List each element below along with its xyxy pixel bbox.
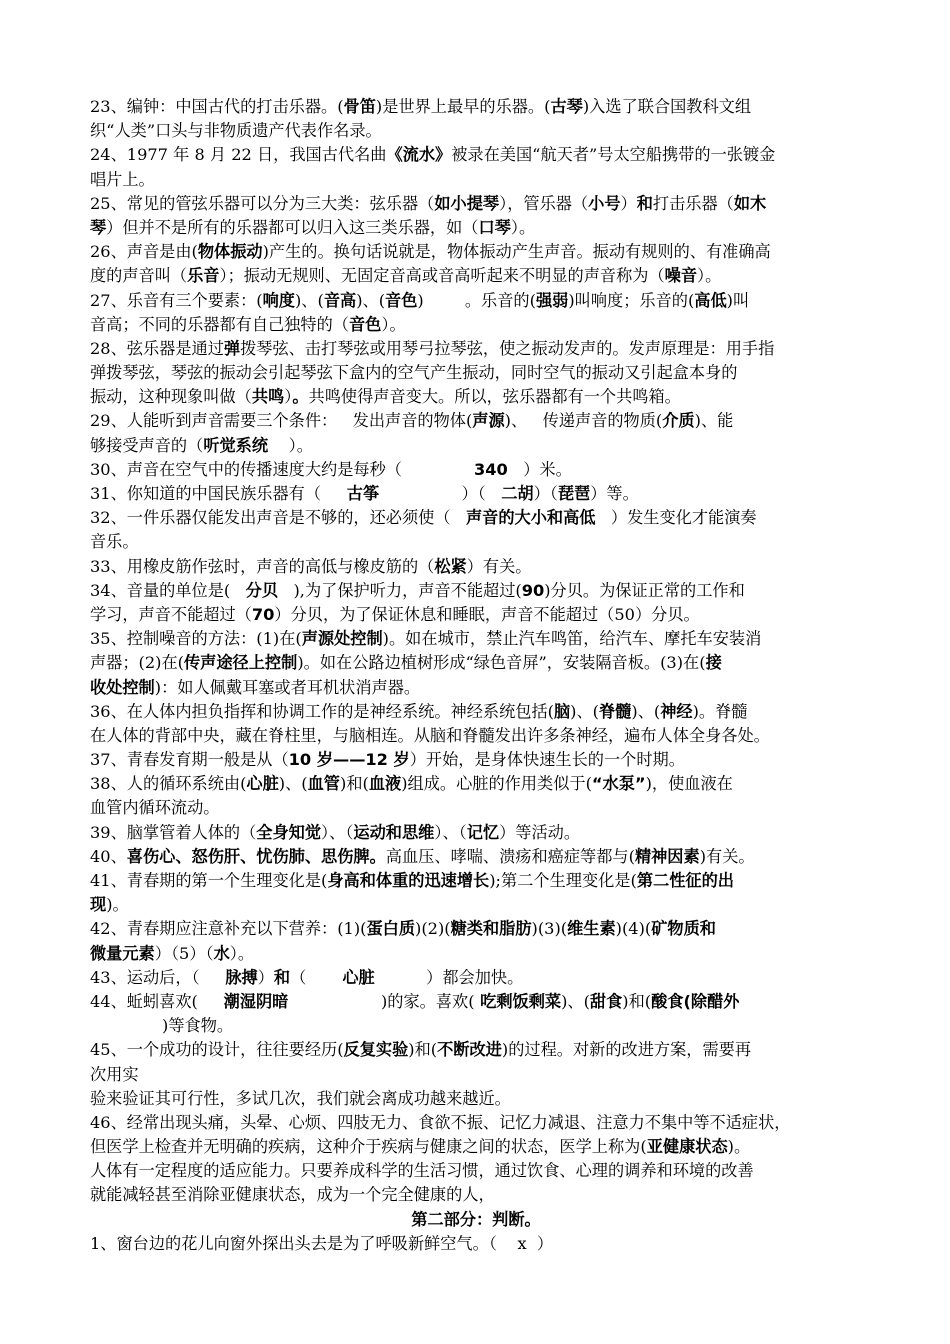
answer-text: 骨笛 [343, 97, 376, 116]
question-text: 45、一个成功的设计，往往要经历( [90, 1040, 344, 1060]
answer-text: 《流水》 [386, 145, 452, 165]
text-line [90, 143, 862, 167]
answer-text: 小号 [588, 193, 621, 213]
text-line [90, 555, 862, 579]
question-text: )分贝。为保证正常的工作和 [544, 580, 745, 600]
text-line [90, 409, 862, 433]
question-text: 43、运动后，（ [90, 967, 226, 987]
question-text: )叫 [726, 290, 750, 310]
answer-text: 收处控制 [90, 677, 155, 697]
answer-text: 分贝 [245, 580, 279, 600]
answer-text: 音色 [349, 314, 382, 334]
document-body [90, 95, 862, 1256]
question-text: 36、在人体内担负指挥和协调工作的是神经系统。神经系统包括( [90, 701, 554, 721]
question-text: )的家。喜欢( [288, 991, 475, 1011]
text-line [90, 1014, 862, 1038]
text-line [90, 845, 862, 869]
question-text: )、( [570, 701, 599, 721]
question-text: ）等活动。 [499, 822, 581, 842]
question-text: )，使血液在 [645, 774, 733, 794]
answer-text: 糖类和脂肪 [450, 919, 532, 939]
question-text: 33、用橡皮筋作弦时，声音的高低与橡皮筋的（ [90, 556, 435, 576]
question-text: )、( [294, 290, 324, 310]
question-text: 学习，声音不能超过（ [90, 604, 252, 624]
answer-text: 不断改进 [437, 1040, 502, 1060]
text-line [90, 192, 862, 216]
question-text: 度的声音叫（ [90, 266, 188, 286]
answer-text: 心脏 [246, 774, 279, 794]
question-text: )产生的。换句话说就是，物体振动产生声音。振动有规则的、有准确高 [262, 242, 771, 262]
question-text: ）分贝，为了保证休息和睡眠，声音不能超过（50）分贝。 [274, 604, 700, 624]
question-text: 人体有一定程度的适应能力。只要养成科学的生活习惯，通过饮食、心理的调养和环境的改善 [90, 1161, 754, 1181]
answer-text: 340 [474, 459, 508, 479]
answer-text: 古琴 [550, 97, 583, 116]
answer-text: 脉搏 [225, 967, 258, 987]
text-line [90, 627, 862, 651]
question-text: ）但并不是所有的乐器都可以归入这三类乐器，如（ [106, 217, 479, 237]
text-line [90, 917, 862, 941]
question-text: ）发生变化才能演奏 [595, 508, 757, 528]
question-text: ） [620, 193, 637, 213]
question-text: )等食物。 [90, 1016, 234, 1036]
answer-text: 高低 [694, 290, 727, 310]
question-text: 验来验证其可行性，多试几次，我们就会离成功越来越近。 [90, 1088, 511, 1108]
answer-text: 现 [90, 895, 107, 915]
question-text: )(3)( [531, 919, 568, 939]
question-text: 血管内循环流动。 [90, 798, 220, 818]
question-text: 1、窗台边的花儿向窗外探出头去是为了呼吸新鲜空气。（ x ） [90, 1233, 554, 1253]
question-text: ）、（ [321, 822, 354, 842]
text-line [90, 168, 862, 192]
answer-text: 亚健康状态 [646, 1137, 728, 1157]
answer-text: 血管 [307, 774, 340, 794]
question-text: )。如在公路边植树形成“绿色音屏”，安装隔音板。(3)在( [297, 653, 706, 673]
question-text: )、( [631, 701, 661, 721]
answer-text: 物体振动 [197, 242, 263, 262]
answer-text: 声源 [472, 411, 505, 431]
question-text: 声器；(2)在( [90, 653, 184, 673]
text-line [90, 216, 862, 240]
question-text: 31、你知道的中国民族乐器有（ [90, 484, 347, 503]
question-text: )、( [561, 991, 590, 1011]
answer-text: 微量元素 [90, 943, 155, 963]
question-text: ） [284, 387, 293, 407]
question-text: )和( [408, 1040, 438, 1060]
text-line [90, 313, 862, 337]
question-text: )、 传递声音的物质( [504, 411, 663, 431]
text-line [90, 796, 862, 820]
question-text: )的过程。对新的改进方案，需要再 [501, 1040, 752, 1060]
answer-text: 蛋白质 [366, 919, 416, 939]
question-text: 44、蚯蚓喜欢( [90, 991, 224, 1011]
question-text: ）（5）（ [154, 943, 214, 963]
question-text: ）。 [697, 266, 722, 286]
question-text: 音乐。 [90, 532, 139, 552]
question-text: )叫响度；乐音的( [568, 290, 695, 310]
question-text: ）有关。 [466, 556, 532, 576]
question-text: 39、脑掌管着人体的（ [90, 822, 257, 842]
answer-text: 强弱 [535, 290, 569, 310]
text-line [90, 1183, 862, 1207]
question-text: 振动，这种现象叫做（ [90, 387, 252, 407]
question-text: 25、常见的管弦乐器可以分为三大类：弦乐器（ [90, 193, 435, 213]
text-line [90, 676, 862, 700]
answer-text: 乐音 [187, 266, 220, 286]
answer-text: 如小提琴 [434, 193, 500, 213]
question-text: ）。 [381, 314, 406, 334]
question-text: 30、声音在空气中的传播速度大约是每秒（ [90, 459, 475, 479]
question-text: 32、一件乐器仅能发出声音是不够的，还必须使（ [90, 508, 466, 528]
answer-text: 记忆 [466, 822, 500, 842]
question-text: 35、控制噪音的方法：(1)在( [90, 629, 302, 649]
question-text: )。如在城市，禁止汽车鸣笛，给汽车、摩托车安装消 [382, 629, 762, 649]
answer-text: 第二部分：判断。 [411, 1209, 541, 1229]
answer-text: 松紧 [434, 556, 467, 576]
question-text: )是世界上最早的乐器。( [375, 97, 551, 116]
question-text: 40、 [90, 846, 127, 866]
text-line [90, 651, 862, 675]
text-line [90, 990, 862, 1014]
text-line [90, 289, 862, 313]
text-line [90, 434, 862, 458]
answer-text: 甜食 [589, 991, 623, 1011]
question-text: 38、人的循环系统由( [90, 774, 247, 794]
answer-text: 音高 [323, 290, 357, 310]
text-line [90, 458, 862, 482]
answer-text: 脑 [553, 701, 571, 721]
section-title [90, 1208, 862, 1232]
question-text: )：如人佩戴耳塞或者耳机状消声器。 [154, 677, 421, 697]
answer-text: 。 [292, 387, 309, 407]
answer-text: 口琴 [478, 217, 511, 237]
question-text: ）；振动无规则、无固定音高或音高听起来不明显的声音称为（ [219, 266, 665, 286]
question-text: ) 。乐音的( [417, 290, 536, 310]
question-text: )有关。 [699, 846, 755, 866]
question-text: 唱片上。 [90, 169, 155, 189]
question-text: 46、经常出现头痛，头晕、心烦、四肢无力、食欲不振、记忆力减退、注意力不集中等不适症状， [90, 1112, 791, 1132]
answer-text: 噪音 [664, 266, 698, 286]
answer-text: 琴 [90, 217, 107, 237]
question-text: )和( [340, 774, 369, 794]
question-text: ）。 [510, 217, 536, 237]
text-line [90, 579, 862, 603]
answer-text: 矿物质和 [651, 919, 716, 939]
answer-text: 运动和思维 [353, 822, 435, 842]
question-text: 41、青春期的第一个生理变化是( [90, 871, 328, 890]
text-line [90, 700, 862, 724]
answer-text: 全身知觉 [256, 822, 322, 842]
answer-text: 如木 [733, 193, 767, 213]
text-line [90, 821, 862, 845]
question-text: )、能 [694, 411, 734, 431]
question-text: )、( [278, 774, 308, 794]
question-text: 织“人类”口头与非物质遗产代表作名录。 [90, 121, 382, 141]
question-text: )和( [622, 991, 652, 1011]
answer-text: 精神因素 [634, 846, 700, 866]
text-line [90, 603, 862, 627]
answer-text: 响度 [262, 290, 295, 310]
text-line [90, 748, 862, 772]
question-text: )组成。心脏的作用类似于( [401, 774, 592, 794]
answer-text: 二胡 [501, 484, 534, 503]
answer-text: 潮湿阴暗 [223, 991, 289, 1011]
question-text: )(4)( [615, 919, 652, 939]
text-line [90, 1159, 862, 1183]
answer-text: 吃剩饭剩菜 [474, 991, 562, 1011]
answer-text: 和 [273, 967, 291, 987]
question-text: 26、声音是由( [90, 242, 198, 262]
answer-text: 90 [521, 580, 545, 600]
answer-text: 维生素 [567, 919, 616, 939]
text-line [90, 1038, 862, 1062]
question-text: ）、（ [434, 822, 467, 842]
question-text: 24、1977 年 8 月 22 日，我国古代名曲 [90, 145, 387, 165]
answer-text: 血液 [368, 774, 402, 794]
text-line [90, 1087, 862, 1111]
question-text: 37、青春发育期一般是从（ [90, 750, 289, 770]
question-text: )。脊髓 [692, 701, 748, 721]
answer-text: 介质 [662, 411, 695, 431]
question-text: 够接受声音的（ [90, 435, 204, 455]
text-line [90, 361, 862, 385]
answer-text: 第二性征的出 [636, 871, 734, 890]
question-text: 共鸣使得声音变大。所以，弦乐器都有一个共鸣箱。 [308, 387, 681, 407]
answer-text: 喜伤心、怒伤肝、忧伤肺、思伤脾。 [126, 846, 386, 866]
text-line [90, 893, 862, 917]
text-line [90, 869, 862, 893]
answer-text: 反复实验 [343, 1040, 409, 1060]
question-text: 28、弦乐器是通过 [90, 338, 224, 358]
answer-text: 水 [213, 943, 230, 963]
question-text: 29、人能听到声音需要三个条件： 发出声音的物体( [90, 411, 473, 431]
question-text: （ [290, 967, 343, 987]
text-line [90, 1063, 862, 1087]
answer-text: 古筝 [346, 484, 380, 503]
text-line [90, 119, 862, 143]
answer-text: 声音的大小和高低 [465, 508, 596, 528]
text-line [90, 240, 862, 264]
text-line [90, 1135, 862, 1159]
question-text: ） [257, 967, 274, 987]
question-text: ）（ [533, 484, 558, 503]
question-text: ）开始，是身体快速生长的一个时期。 [409, 750, 685, 770]
question-text: 34、音量的单位是( [90, 580, 246, 600]
question-text: ）都会加快。 [374, 967, 524, 987]
answer-text: 脊髓 [599, 701, 632, 721]
text-line [90, 966, 862, 990]
answer-text: 10 岁——12 岁 [288, 750, 410, 770]
question-text: 27、乐音有三个要素：( [90, 290, 263, 310]
text-line [90, 942, 862, 966]
answer-text: 传声途径上控制 [184, 653, 298, 673]
answer-text: 琵琶 [557, 484, 591, 503]
question-text: 弹拨琴弦，琴弦的振动会引起琴弦下盒内的空气产生振动，同时空气的振动又引起盒本身的 [90, 363, 738, 383]
answer-text: 心脏 [342, 967, 375, 987]
answer-text: “水泵” [591, 774, 646, 794]
answer-text: 神经 [660, 701, 693, 721]
question-text: 打击乐器（ [652, 193, 734, 213]
question-text: 23、编钟：中国古代的打击乐器。( [90, 97, 344, 116]
answer-text: 声源处控制 [301, 629, 383, 649]
question-text: ）米。 [507, 459, 572, 479]
question-text: ）。 [229, 943, 255, 963]
question-text: 被录在美国“航天者”号太空船携带的一张镀金 [451, 145, 776, 165]
question-text: )入选了联合国教科文组 [582, 97, 752, 116]
question-text: )(2)( [415, 919, 451, 939]
question-text: 次用实 [90, 1064, 139, 1084]
question-text: 音高；不同的乐器都有自己独特的（ [90, 314, 349, 334]
text-line [90, 95, 862, 119]
text-line [90, 482, 862, 506]
answer-text: 弹 [223, 338, 241, 358]
question-text: ),为了保护听力，声音不能超过( [278, 580, 522, 600]
question-text: 42、青春期应注意补充以下营养：(1)( [90, 919, 367, 939]
text-line [90, 772, 862, 796]
question-text: 在人体的背部中央，藏在脊柱里，与脑相连。从脑和脊髓发出许多条神经，遍布人体全身各处。 [90, 725, 770, 745]
answer-text: 听觉系统 [203, 435, 269, 455]
text-line [90, 264, 862, 288]
question-text: )。 [727, 1137, 751, 1157]
text-line [90, 337, 862, 361]
question-text: ）等。 [590, 484, 639, 503]
text-line [90, 1111, 862, 1135]
question-text: 高血压、哮喘、溃疡和癌症等都与( [385, 846, 635, 866]
question-text: 但医学上检查并无明确的疾病，这种介于疾病与健康之间的状态，医学上称为( [90, 1137, 647, 1157]
question-text: );第二个生理变化是( [489, 871, 637, 890]
text-line [90, 724, 862, 748]
answer-text: 70 [251, 604, 275, 624]
answer-text: 身高和体重的迅速增长 [327, 871, 490, 890]
question-text: )。 [106, 895, 129, 915]
question-text: )、( [356, 290, 386, 310]
text-line [90, 1232, 862, 1256]
answer-text: 接 [705, 653, 722, 673]
question-text: 拨琴弦、击打琴弦或用琴弓拉琴弦，使之振动发声的。发声原理是：用手指 [240, 338, 775, 358]
answer-text: 共鸣 [251, 387, 285, 407]
text-line [90, 385, 862, 409]
text-line [90, 530, 862, 554]
answer-text: 和 [636, 193, 653, 213]
question-text: ）。 [268, 435, 313, 455]
question-text: ），管乐器（ [499, 193, 589, 213]
question-text: 就能减轻甚至消除亚健康状态，成为一个完全健康的人， [90, 1185, 495, 1205]
answer-text: 音色 [385, 290, 418, 310]
answer-text: 酸食(除醋外 [651, 991, 740, 1011]
text-line [90, 506, 862, 530]
question-text: ）（ [379, 484, 502, 503]
